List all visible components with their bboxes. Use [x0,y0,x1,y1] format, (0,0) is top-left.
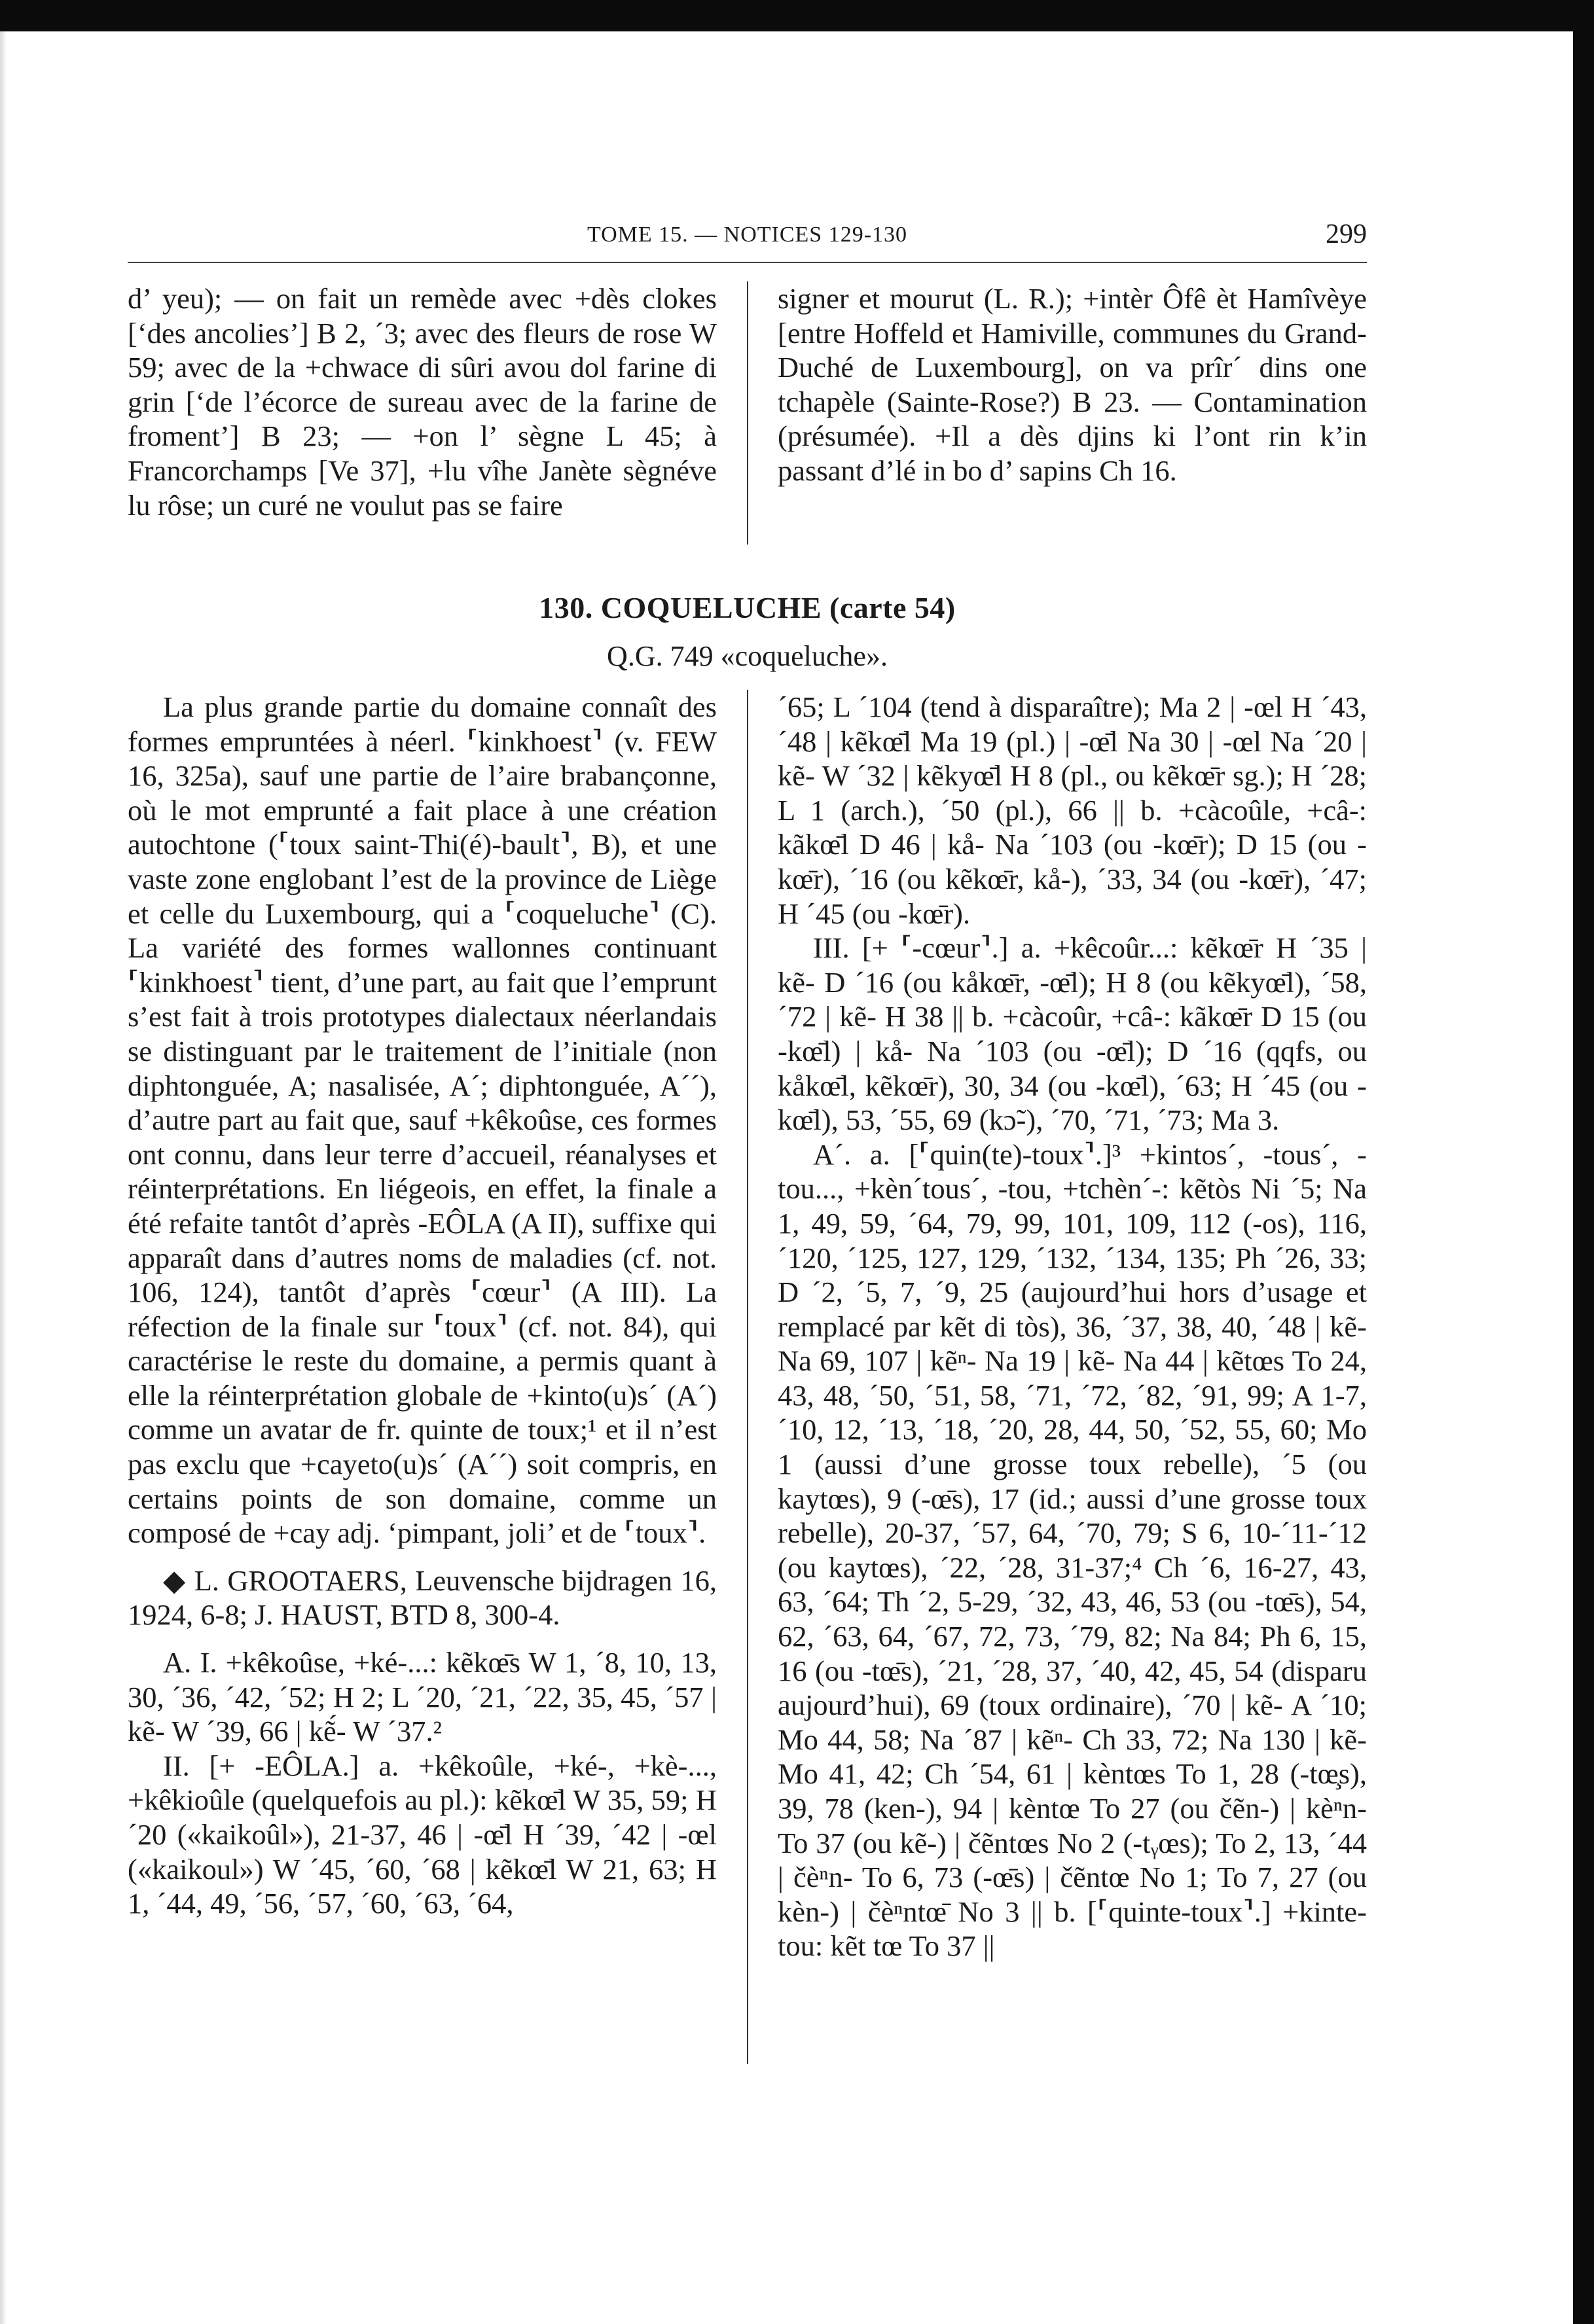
entry-a-ii: II. [+ -EÔLA.] a. +kêkoûle, +ké-, +kè-..., +kêkioûle (quelquefois au pl.): kẽkœ̄l W 35, 59; H ´20 («kaikoûl»), 21-37, 46 | -œ̄l H ´39, ´42 | -œl («kaikoul») W ´45, ´60, ´68 | kẽkœ̄l W 21, 63; H 1, ´44, 49, ´56, ´57, ´60, ´63, ´64, [128,1749,717,1920]
scan-top-border [0,0,1594,31]
entry-a-ii-continued: ´65; L ´104 (tend à disparaître); Ma 2 | -œl H ´43, ´48 | kẽkœ̄l Ma 19 (pl.) | -œ̄l Na 30 | -œl Na ´20 | kẽ- W ´32 | kẽkyœ̄l H 8 (pl., ou kẽkœ̄r sg.); H ´28; L 1 (arch.), ´50 (pl.), 66 || b. +càcoûle, +câ-: kãkœ̄l D 46 | kå- Na ´103 (ou -kœ̄r); D 15 (ou -kœ̄r), ´16 (ou kẽkœ̄r, kå-), ´33, 34 (ou -kœ̄r), ´47; H ´45 (ou -kœ̄r). [778,690,1367,930]
continuation-columns [128,281,1367,556]
section-reference: Q.G. 749 «coqueluche». [607,640,888,672]
column-divider-main [747,690,748,2064]
article-left-column [128,690,717,1963]
continuation-left-text: d’ yeu); — on fait un remède avec +dès clokes [‘des ancolies’] B 2, ´3; avec des fleurs de rose W 59; avec de la +chwace di sûri avou dol farine di grin [‘de l’écorce de sureau avec de la farine de froment’] B 23; — +on l’ sègne L 45; à Francorchamps [Ve 37], +lu vîhe Janète sègnéve lu rôse; un curé ne voulut pas se faire [128,282,717,522]
continuation-left [128,281,717,556]
bibliography-paragraph: ◆ L. GROOTAERS, Leuvensche bijdragen 16, 1924, 6-8; J. HAUST, BTD 8, 300-4. [128,1564,717,1632]
section-heading [128,590,1367,673]
entry-a-iii: III. [+ ⸢-cœur⸣.] a. +kêcoûr...: kẽkœ̄r H ´35 | kẽ- D ´16 (ou kåkœ̄r, -œ̄l); H 8 (ou kẽkyœ̄l), ´58, ´72 | kẽ- H 38 || b. +càcoûr, +câ-: kãkœ̄r D 15 (ou -kœ̄l) | kå- Na ´103 (ou -œ̄l); D ´16 (qqfs, ou kåkœ̄l, kẽkœ̄r), 30, 34 (ou -kœ̄l), ´63; H ´45 (ou -kœ̄l), 53, ´55, 69 (kɔ̃-), ´70, ´71, ´73; Ma 3. [778,931,1367,1137]
page-number: 299 [1326,219,1367,249]
section-title: 130. COQUELUCHE (carte 54) [539,591,956,624]
continuation-right [778,281,1367,556]
column-divider [747,281,748,545]
running-head [128,216,1367,263]
scan-right-border [1573,0,1594,2324]
running-head-title: TOME 15. — NOTICES 129-130 [587,223,908,247]
continuation-right-text: signer et mourut (L. R.); +intèr Ôfê èt Hamîvèye [entre Hoffeld et Hamiville, communes du Grand-Duché de Luxembourg], on va prîr´ dins one tchapèle (Sainte-Rose?) B 23. — Contamination (présumée). +Il a dès djins ki l’ont rin k’in passant d’lé in bo d’ sapins Ch 16. [778,282,1367,487]
article-columns [128,690,1367,1963]
article-right-column [778,690,1367,1963]
entry-a-i: A. I. +kêkoûse, +ké-...: kẽkœ̄s W 1, ´8, 10, 13, 30, ´36, ´42, ´52; H 2; L ´20, ´21, ´22, 35, 45, ´57 | kẽ- W ´39, 66 | kẽ́- W ´37.² [128,1646,717,1748]
page [128,216,1367,1963]
intro-paragraph: La plus grande partie du domaine connaît des formes empruntées à néerl. ⸢kinkhoest⸣ (v. FEW 16, 325a), sauf une partie de l’aire brabançonne, où le mot emprunté a fait place à une création autochtone (⸢toux saint-Thi(é)-bault⸣, B), et une vaste zone englobant l’est de la province de Liège et celle du Luxembourg, qui a ⸢coqueluche⸣ (C). La variété des formes wallonnes continuant ⸢kinkhoest⸣ tient, d’une part, au fait que l’emprunt s’est fait à trois prototypes dialectaux néerlandais se distinguant par le traitement de l’initiale (non diphtonguée, A; nasalisée, A´; diphtonguée, A´´), d’autre part au fait que, sauf +kêkoûse, ces formes ont connu, dans leur terre d’accueil, réanalyses et réinterprétations. En liégeois, en effet, la finale a été refaite tantôt d’après -EÔLA (A II), suffixe qui apparaît dans d’autres noms de maladies (cf. not. 106, 124), tantôt d’après ⸢cœur⸣ (A III). La réfection de la finale sur ⸢toux⸣ (cf. not. 84), qui caractérise le reste du domaine, a permis quant à elle la réinterprétation globale de +kinto(u)s´ (A´) comme un avatar de fr. quinte de toux;¹ et il n’est pas exclu que +cayeto(u)s´ (A´´) soit compris, en certains points de son domaine, comme un composé de +cay adj. ‘pimpant, joli’ et de ⸢toux⸣. [128,690,717,1550]
scan-left-edge [0,31,7,2324]
entry-a-prime: A´. a. [⸢quin(te)-toux⸣.]³ +kintos´, -tous´, -tou..., +kèn´tous´, -tou, +tchèn´-: kẽtòs Ni ´5; Na 1, 49, 59, ´64, 79, 99, 101, 109, 112 (-os), 116, ´120, ´125, 127, 129, ´132, ´134, 135; Ph ´26, 33; D ´2, ´5, 7, ´9, 25 (aujourd’hui hors d’usage et remplacé par kẽt di tòs), 36, ´37, 38, 40, ´48 | kẽ- Na 69, 107 | kẽⁿ- Na 19 | kẽ- Na 44 | kẽtœs To 24, 43, 48, ´50, ´51, 58, ´71, ´72, ´82, ´91, 99; A 1-7, ´10, 12, ´13, ´18, ´20, 28, 44, 50, ´52, 55, 60; Mo 1 (aussi d’une grosse toux rebelle), ´5 (ou kaytœs), 9 (-œ̄s), 17 (id.; aussi d’une grosse toux rebelle), 20-37, ´57, 64, ´70, 79; S 6, 10-´11-´12 (ou kaytœs), ´22, ´28, 31-37;⁴ Ch ´6, 16-27, 43, 63, ´64; Th ´2, 5-29, ´32, 43, 46, 53 (ou -tœ̄s), 54, 62, ´63, 64, ´67, 72, 73, ´79, 82; Na 84; Ph 6, 15, 16 (ou -tœ̄s), ´21, ´28, 37, ´40, 42, 45, 54 (disparu aujourd’hui), 69 (toux ordinaire), ´70 | kẽ- A ´10; Mo 44, 58; Na ´87 | kẽⁿ- Ch 33, 72; Na 130 | kẽ- Mo 41, 42; Ch ´54, 61 | kèntœs To 1, 28 (-tœ̧s), 39, 78 (ken-), 94 | kèntœ To 27 (ou čẽn-) | kèⁿn- To 37 (ou kẽ-) | čẽntœs No 2 (-tᵧœs); To 2, 13, ´44 | čèⁿn- To 6, 73 (-œ̄s) | čẽntœ No 1; To 7, 27 (ou kèn-) | čèⁿntœ̄ No 3 || b. [⸢quinte-toux⸣.] +kinte-tou: kẽt tœ To 37 || [778,1137,1367,1963]
